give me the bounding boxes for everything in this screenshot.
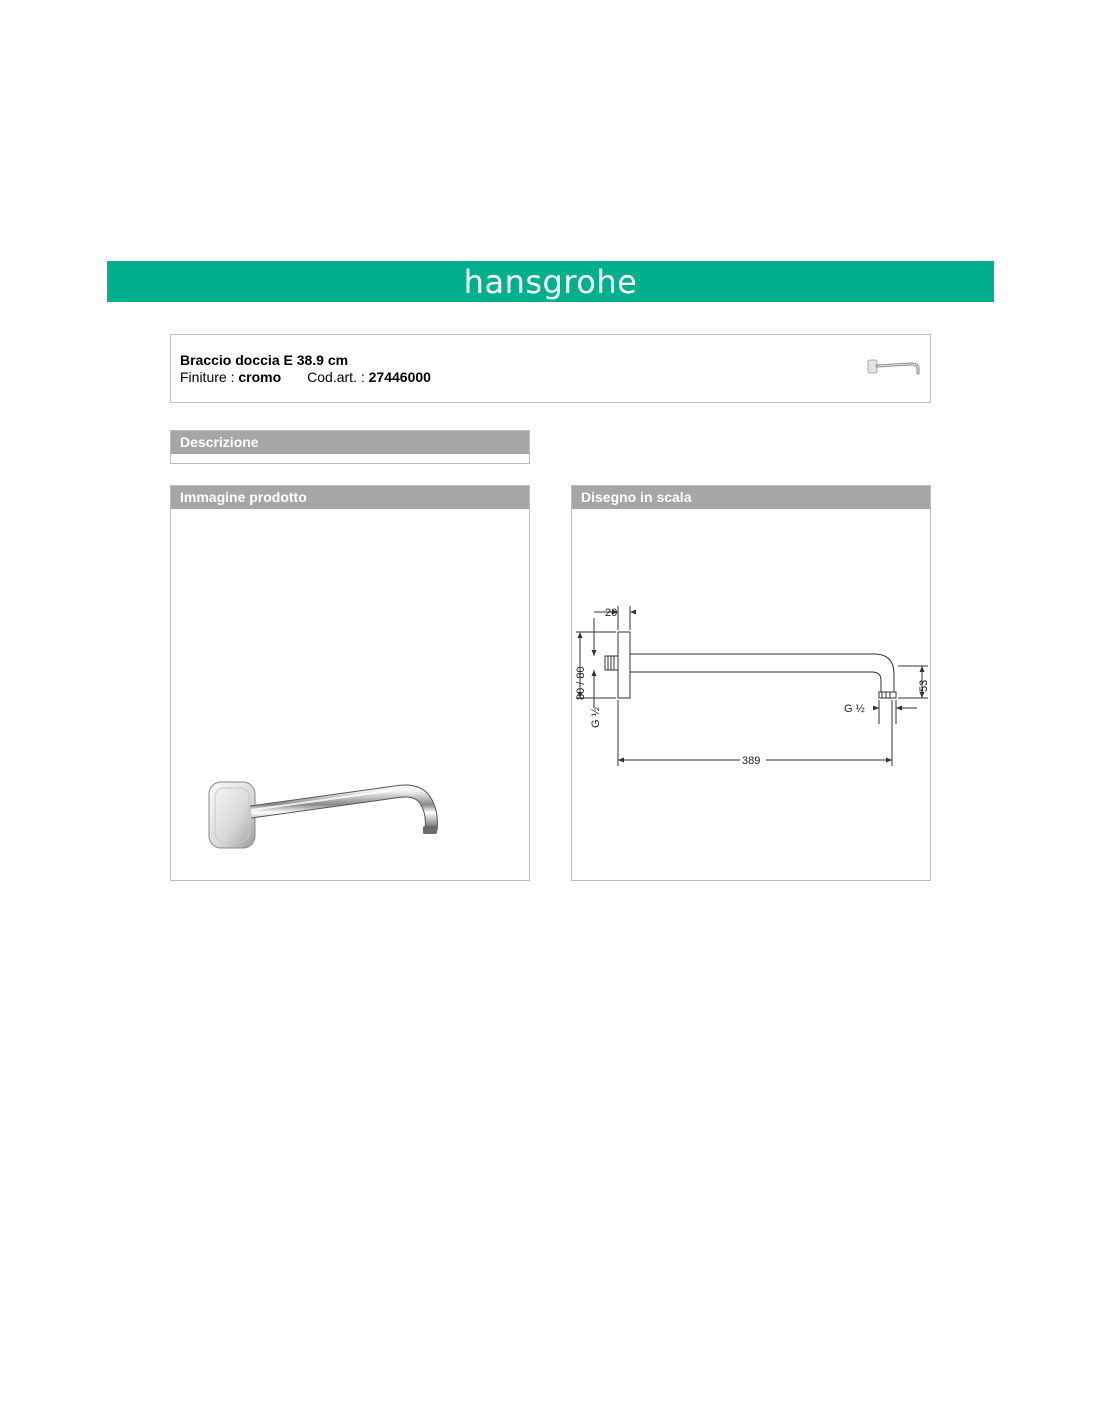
finish-value: cromo xyxy=(238,369,282,385)
brand-banner xyxy=(107,261,994,302)
dim-label-g-right: G ½ xyxy=(844,703,865,715)
technical-drawing xyxy=(572,510,930,880)
code-label: Cod.art. : xyxy=(307,369,365,385)
finish-label: Finiture : xyxy=(180,369,235,385)
arm-top-edge xyxy=(630,654,894,692)
scale-drawing-heading: Disegno in scala xyxy=(572,486,930,509)
dim-label-389: 389 xyxy=(742,755,761,767)
dim-label-53: 53 xyxy=(918,679,930,692)
dim-label-80-80: 80 / 80 xyxy=(575,666,587,700)
description-panel xyxy=(170,430,530,464)
product-photo xyxy=(205,768,445,858)
dim-label-20: 20 xyxy=(605,607,618,619)
code-value: 27446000 xyxy=(368,369,431,385)
arm-bottom-edge xyxy=(630,672,881,692)
product-title: Braccio doccia E 38.9 cm xyxy=(180,352,349,368)
product-summary xyxy=(170,334,931,403)
scale-drawing-panel xyxy=(571,485,931,881)
product-thumbnail xyxy=(867,355,923,379)
hansgrohe-logo: hansgrohe xyxy=(463,262,638,301)
description-heading: Descrizione xyxy=(171,431,529,454)
product-image-heading: Immagine prodotto xyxy=(171,486,529,509)
product-image-panel xyxy=(170,485,530,881)
dim-label-g-left: G ½ xyxy=(590,707,602,728)
product-details xyxy=(180,369,431,385)
wall-plate-outline xyxy=(618,632,630,698)
